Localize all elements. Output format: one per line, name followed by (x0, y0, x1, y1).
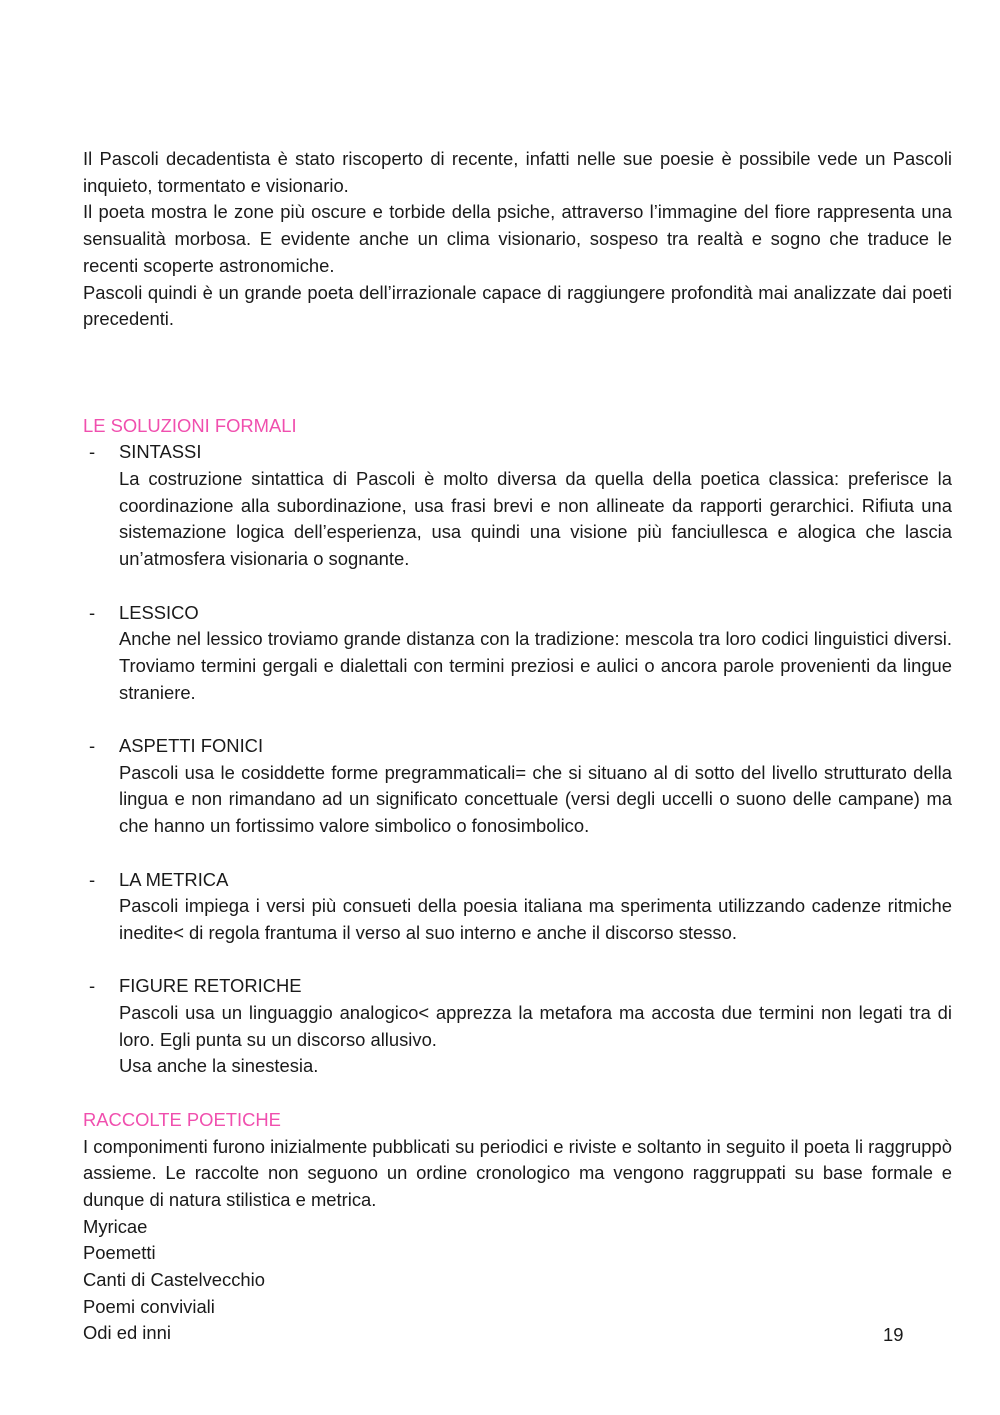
list-item-title: SINTASSI (119, 441, 202, 463)
collection-item: Odi ed inni (83, 1322, 171, 1344)
list-item-title: ASPETTI FONICI (119, 735, 264, 757)
section-heading-soluzioni-formali: LE SOLUZIONI FORMALI (83, 414, 297, 436)
document-body (83, 146, 952, 1347)
list-item-aspetti-fonici (83, 733, 952, 840)
page-number: 19 (883, 1324, 904, 1345)
list-bullet: - (89, 868, 96, 890)
list-item-metrica (83, 867, 952, 947)
intro-paragraph: Pascoli quindi è un grande poeta dell’irrazionale capace di raggiungere profondità mai analizzate dai poeti precedenti. (83, 281, 952, 330)
collection-item: Poemetti (83, 1242, 156, 1264)
list-item-sintassi (83, 439, 952, 573)
list-item-title: FIGURE RETORICHE (119, 975, 302, 997)
intro-paragraph: Il Pascoli decadentista è stato riscoperto di recente, infatti nelle sue poesie è possibile vede un Pascoli inquieto, tormentato e visionario. (83, 148, 952, 196)
list-item-text: Anche nel lessico troviamo grande distanza con la tradizione: mescola tra loro codici linguistici diversi. Troviamo termini gergali e dialettali con termini preziosi e aulici o ancora parole provenienti da lingue straniere. (119, 628, 952, 703)
intro-paragraph: Il poeta mostra le zone più oscure e torbide della psiche, attraverso l’immagine del fiore rappresenta una sensualità morbosa. E evidente anche un clima visionario, sospeso tra realtà e sogno che traduce le recenti scoperte astronomiche. (83, 201, 952, 276)
raccolte-paragraph: I componimenti furono inizialmente pubblicati su periodici e riviste e soltanto in seguito il poeta li raggruppò assieme. Le raccolte non seguono un ordine cronologico ma vengono raggruppati su base formale e dunque di natura stilistica e metrica. (83, 1135, 952, 1210)
list-bullet: - (89, 601, 96, 623)
list-bullet: - (89, 975, 96, 997)
collection-item: Myricae (83, 1215, 148, 1237)
list-item-title: LA METRICA (119, 868, 229, 890)
list-item-text: Pascoli impiega i versi più consueti della poesia italiana ma sperimenta utilizzando cadenze ritmiche inedite< di regola frantuma il verso al suo interno e anche il discorso stesso. (119, 895, 952, 943)
list-item-text: Pascoli usa un linguaggio analogico< apprezza la metafora ma accosta due termini non legati tra di loro. Egli punta su un discorso allusivo. (119, 1002, 952, 1050)
list-bullet: - (89, 441, 96, 463)
list-item-lessico (83, 600, 952, 707)
list-item-text: Usa anche la sinestesia. (119, 1055, 319, 1077)
list-bullet: - (89, 735, 96, 757)
list-item-figure-retoriche (83, 973, 952, 1080)
section-heading-raccolte-poetiche: RACCOLTE POETICHE (83, 1108, 281, 1130)
collection-item: Canti di Castelvecchio (83, 1269, 265, 1291)
list-item-text: La costruzione sintattica di Pascoli è molto diversa da quella della poetica classica: preferisce la coordinazione alla subordinazione, usa frasi brevi e non allineate da rapporti gerarchici. Rifiuta una sistemazione logica dell’esperienza, usa quindi una visione più fanciullesca e alogica che lascia un’atmosfera visionaria o sognante. (119, 468, 952, 570)
list-item-title: LESSICO (119, 601, 199, 623)
collection-item: Poemi conviviali (83, 1295, 215, 1317)
list-item-text: Pascoli usa le cosiddette forme pregrammaticali= che si situano al di sotto del livello strutturato della lingua e non rimandano ad un significato concettuale (versi degli uccelli o suono delle campane) ma che hanno un fortissimo valore simbolico o fonosimbolico. (119, 761, 952, 837)
intro-section (83, 146, 952, 333)
